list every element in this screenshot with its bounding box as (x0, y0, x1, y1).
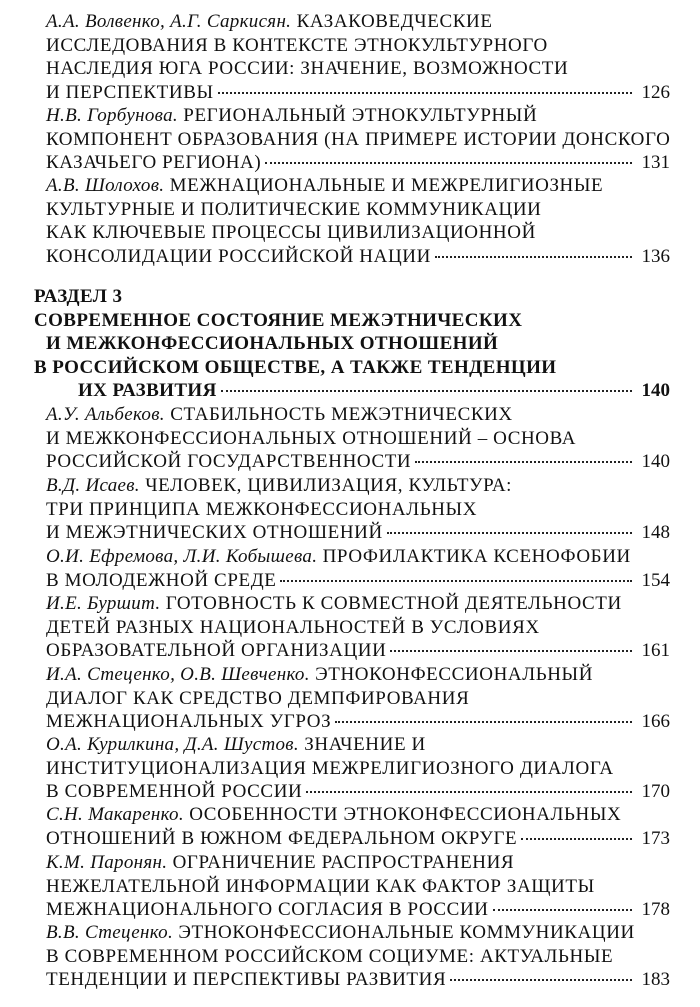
entry-title-line: НЕЖЕЛАТЕЛЬНОЙ ИНФОРМАЦИИ КАК ФАКТОР ЗАЩИТЫ (46, 875, 595, 897)
toc-entry (34, 663, 670, 734)
entry-title-line: ОГРАНИЧЕНИЕ РАСПРОСТРАНЕНИЯ (172, 852, 515, 873)
entry-title-line: И МЕЖКОНФЕССИОНАЛЬНЫХ ОТНОШЕНИЙ – ОСНОВА (46, 427, 577, 449)
entry-author: И.А. Стеценко, О.В. Шевченко. (46, 664, 310, 685)
toc-entry (34, 474, 670, 545)
entry-title-line: ГОТОВНОСТЬ К СОВМЕСТНОЙ ДЕЯТЕЛЬНОСТИ (165, 593, 622, 614)
entry-title-line: КУЛЬТУРНЫЕ И ПОЛИТИЧЕСКИЕ КОММУНИКАЦИИ (46, 198, 542, 220)
entry-title-line: И ПЕРСПЕКТИВЫ (46, 81, 214, 103)
entry-title-line: ТЕНДЕНЦИИ И ПЕРСПЕКТИВЫ РАЗВИТИЯ (46, 969, 447, 990)
entry-author: А.У. Альбеков. (46, 404, 165, 425)
page-number: 136 (641, 245, 670, 267)
entry-title-line: ОТНОШЕНИЙ В ЮЖНОМ ФЕДЕРАЛЬНОМ ОКРУГЕ (46, 827, 518, 849)
entry-author: В.В. Стеценко. (46, 922, 174, 943)
entry-title-line: ЭТНОКОНФЕССИОНАЛЬНЫЙ (315, 664, 594, 685)
page-number: 140 (641, 380, 670, 401)
entry-title-line: СТАБИЛЬНОСТЬ МЕЖЭТНИЧЕСКИХ (170, 404, 513, 425)
leader-dots (493, 909, 632, 911)
leader-dots (218, 92, 632, 94)
entry-title-line: ДЕТЕЙ РАЗНЫХ НАЦИОНАЛЬНОСТЕЙ В УСЛОВИЯХ (46, 616, 540, 638)
entry-title-line: КАЗАКОВЕДЧЕСКИЕ (296, 11, 493, 32)
page-number: 126 (641, 81, 670, 103)
entry-title-line: ЭТНОКОНФЕССИОНАЛЬНЫЕ КОММУНИКАЦИИ (178, 922, 635, 943)
toc-entry (34, 545, 670, 592)
entry-author: О.А. Курилкина, Д.А. Шустов. (46, 734, 299, 755)
leader-dots (521, 838, 632, 840)
entry-title-line: И МЕЖЭТНИЧЕСКИХ ОТНОШЕНИЙ (46, 522, 383, 543)
leader-dots (450, 979, 632, 981)
entry-title-line: ОБРАЗОВАТЕЛЬНОЙ ОРГАНИЗАЦИИ (46, 640, 387, 661)
entry-title-line: ДИАЛОГ КАК СРЕДСТВО ДЕМПФИРОВАНИЯ (46, 687, 470, 709)
page-number: 178 (641, 899, 670, 920)
leader-dots (387, 532, 632, 534)
entry-title-line: РОССИЙСКОЙ ГОСУДАРСТВЕННОСТИ (46, 451, 412, 472)
leader-dots (435, 256, 632, 258)
section-title-line: ИХ РАЗВИТИЯ (78, 380, 217, 401)
entry-title-line: ИССЛЕДОВАНИЯ В КОНТЕКСТЕ ЭТНОКУЛЬТУРНОГО (46, 34, 548, 56)
leader-dots (306, 791, 632, 793)
entry-title-line: КОМПОНЕНТ ОБРАЗОВАНИЯ (НА ПРИМЕРЕ ИСТОРИИ ДОНСКОГО (46, 128, 671, 150)
entry-title-line: ИНСТИТУЦИОНАЛИЗАЦИЯ МЕЖРЕЛИГИОЗНОГО ДИАЛОГА (46, 757, 614, 779)
section-title-line: В РОССИЙСКОМ ОБЩЕСТВЕ, А ТАКЖЕ ТЕНДЕНЦИИ (34, 356, 557, 378)
entry-author: О.И. Ефремова, Л.И. Кобышева. (46, 546, 318, 567)
entry-title-line: МЕЖНАЦИОНАЛЬНОГО СОГЛАСИЯ В РОССИИ (46, 899, 489, 920)
page-number: 140 (641, 451, 670, 472)
leader-dots (265, 162, 632, 164)
section-title-line: И МЕЖКОНФЕССИОНАЛЬНЫХ ОТНОШЕНИЙ (46, 333, 499, 354)
section-number: РАЗДЕЛ 3 (34, 286, 123, 307)
entry-author: С.Н. Макаренко. (46, 804, 184, 825)
entry-author: В.Д. Исаев. (46, 475, 140, 496)
toc-entry (34, 403, 670, 474)
section-title-line: СОВРЕМЕННОЕ СОСТОЯНИЕ МЕЖЭТНИЧЕСКИХ (34, 309, 523, 331)
entry-title-line: МЕЖНАЦИОНАЛЬНЫЕ И МЕЖРЕЛИГИОЗНЫЕ (169, 175, 604, 196)
entry-title-line: ОСОБЕННОСТИ ЭТНОКОНФЕССИОНАЛЬНЫХ (189, 804, 622, 825)
entry-author: А.А. Волвенко, А.Г. Саркисян. (46, 11, 292, 32)
entry-title-line: НАСЛЕДИЯ ЮГА РОССИИ: ЗНАЧЕНИЕ, ВОЗМОЖНОСТИ (46, 58, 569, 79)
entry-title-line: КАК КЛЮЧЕВЫЕ ПРОЦЕССЫ ЦИВИЛИЗАЦИОННОЙ (46, 222, 536, 243)
leader-dots (335, 721, 632, 723)
entry-title-line: ПРОФИЛАКТИКА КСЕНОФОБИИ (322, 546, 631, 567)
toc-entry (34, 10, 670, 104)
page-number: 154 (641, 569, 670, 591)
leader-dots (280, 580, 632, 582)
leader-dots (221, 390, 632, 392)
page-number: 183 (641, 969, 670, 990)
section-heading (34, 285, 670, 403)
entry-title-line: В МОЛОДЕЖНОЙ СРЕДЕ (46, 569, 277, 591)
page-number: 166 (641, 711, 670, 732)
page-number: 173 (641, 827, 670, 849)
entry-title-line: В СОВРЕМЕННОМ РОССИЙСКОМ СОЦИУМЕ: АКТУАЛЬНЫЕ (46, 945, 614, 967)
entry-author: К.М. Паронян. (46, 852, 168, 873)
toc-entry (34, 592, 670, 663)
toc-entry (34, 803, 670, 850)
entry-title-line: ЧЕЛОВЕК, ЦИВИЛИЗАЦИЯ, КУЛЬТУРА: (145, 475, 513, 496)
entry-title-line: ТРИ ПРИНЦИПА МЕЖКОНФЕССИОНАЛЬНЫХ (46, 498, 478, 520)
leader-dots (415, 461, 632, 463)
entry-author: И.Е. Буршит. (46, 593, 161, 614)
entry-title-line: В СОВРЕМЕННОЙ РОССИИ (46, 781, 303, 802)
leader-dots (390, 650, 632, 652)
toc-entry (34, 104, 670, 175)
entry-author: А.В. Шолохов. (46, 175, 165, 196)
entry-author: Н.В. Горбунова. (46, 105, 178, 126)
entry-title-line: РЕГИОНАЛЬНЫЙ ЭТНОКУЛЬТУРНЫЙ (183, 105, 538, 126)
page-number: 170 (641, 781, 670, 802)
toc-entry (34, 921, 670, 992)
toc-entry (34, 851, 670, 922)
entry-title-line: МЕЖНАЦИОНАЛЬНЫХ УГРОЗ (46, 711, 332, 732)
toc-entry (34, 174, 670, 268)
entry-title-line: ЗНАЧЕНИЕ И (304, 734, 426, 755)
page-number: 148 (641, 522, 670, 543)
toc-entry (34, 733, 670, 804)
page-number: 161 (641, 640, 670, 661)
entry-title-line: КАЗАЧЬЕГО РЕГИОНА) (46, 152, 262, 173)
entry-title-line: КОНСОЛИДАЦИИ РОССИЙСКОЙ НАЦИИ (46, 245, 431, 267)
page-number: 131 (641, 152, 670, 173)
